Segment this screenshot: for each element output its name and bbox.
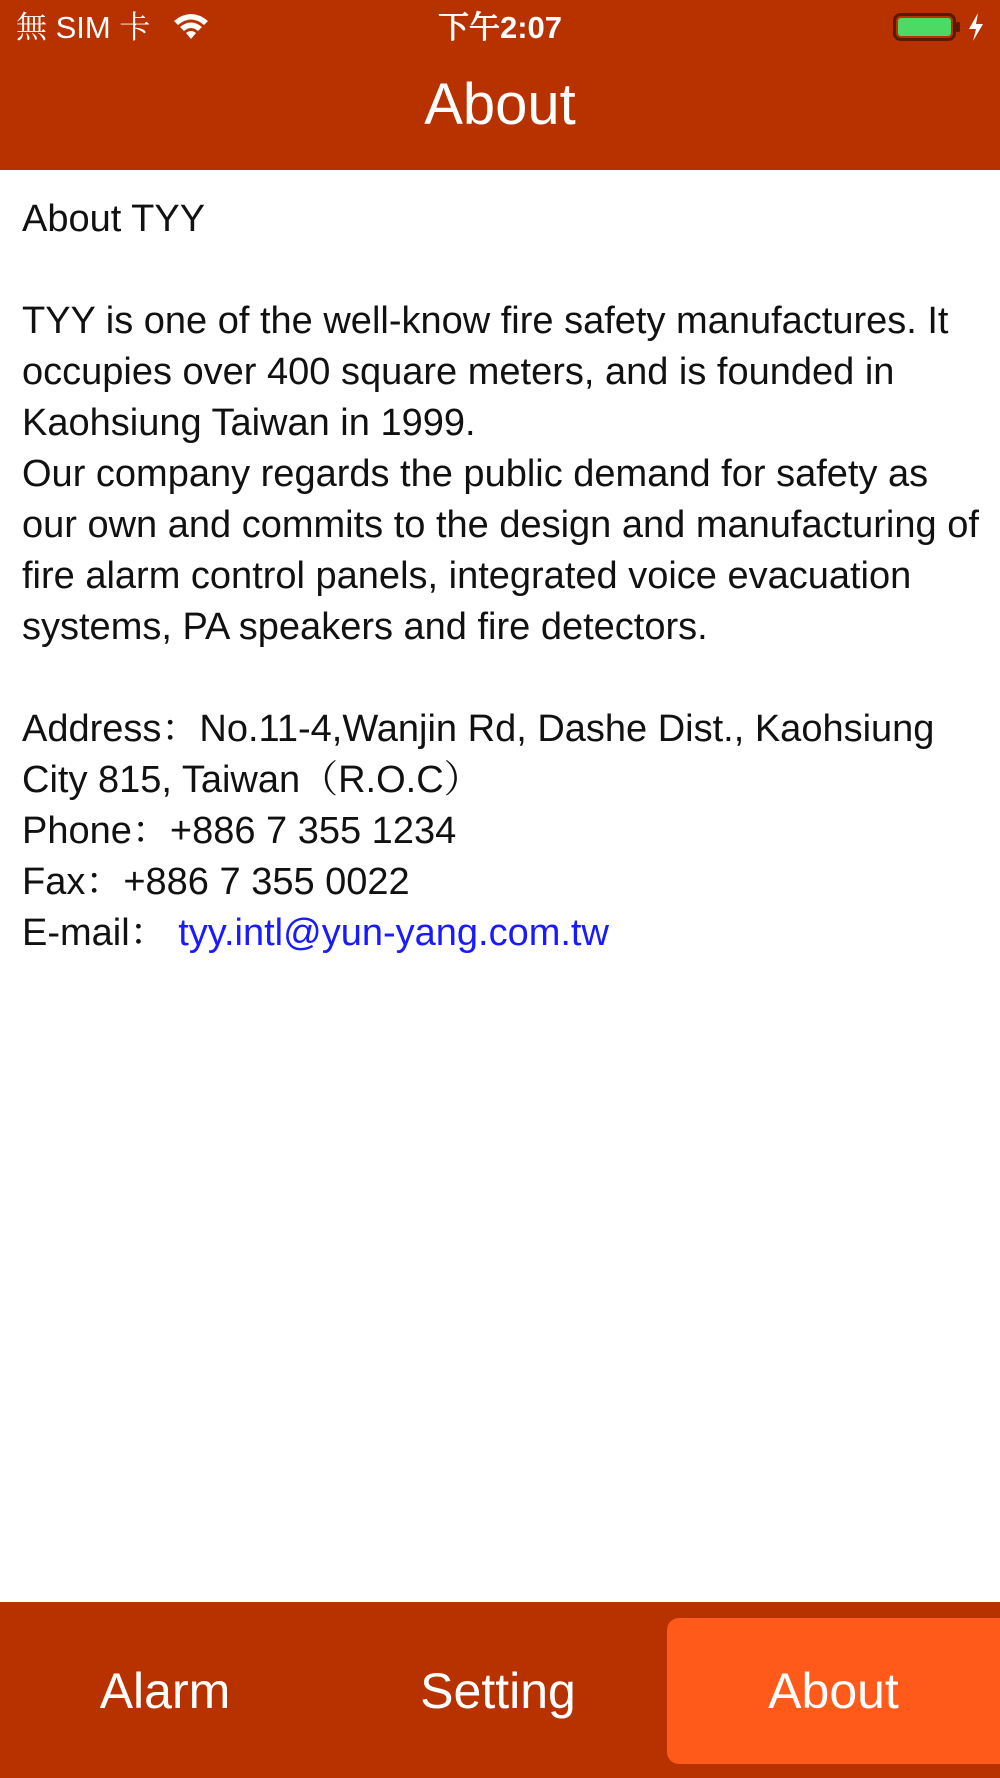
tab-bar xyxy=(0,1602,1000,1778)
company-email-row xyxy=(22,908,982,959)
company-fax: Fax：+886 7 355 0022 xyxy=(22,861,410,903)
battery-icon xyxy=(893,11,963,43)
company-mission: Our company regards the public demand for safety as our own and commits to the design and manufacturing of fire alarm control panels, integrated voice evacuation systems, PA speakers and fire detectors. xyxy=(22,453,979,648)
carrier-label: 無 SIM 卡 xyxy=(16,10,151,45)
about-heading: About TYY xyxy=(22,198,206,240)
email-label: E-mail： xyxy=(22,912,168,954)
lightning-bolt-icon xyxy=(967,12,985,42)
spacer xyxy=(22,245,982,296)
status-time: 下午2:07 xyxy=(437,10,563,45)
page-title: About xyxy=(424,72,576,137)
spacer xyxy=(22,653,982,704)
email-link[interactable]: tyy.intl@yun-yang.com.tw xyxy=(178,912,609,954)
company-description: TYY is one of the well-know fire safety manufactures. It occupies over 400 square meters, and is founded in Kaohsiung Taiwan in 1999. xyxy=(22,300,949,444)
status-bar xyxy=(0,0,1000,56)
tab-setting[interactable]: Setting xyxy=(420,1663,576,1719)
navigation-header xyxy=(0,0,1000,170)
tab-about[interactable]: About xyxy=(667,1618,1000,1764)
company-address: Address：No.11-4,Wanjin Rd, Dashe Dist., Kaohsiung City 815, Taiwan（R.O.C） xyxy=(22,708,935,801)
tab-alarm[interactable]: Alarm xyxy=(99,1663,231,1719)
company-phone: Phone：+886 7 355 1234 xyxy=(22,810,457,852)
about-content xyxy=(22,194,982,959)
